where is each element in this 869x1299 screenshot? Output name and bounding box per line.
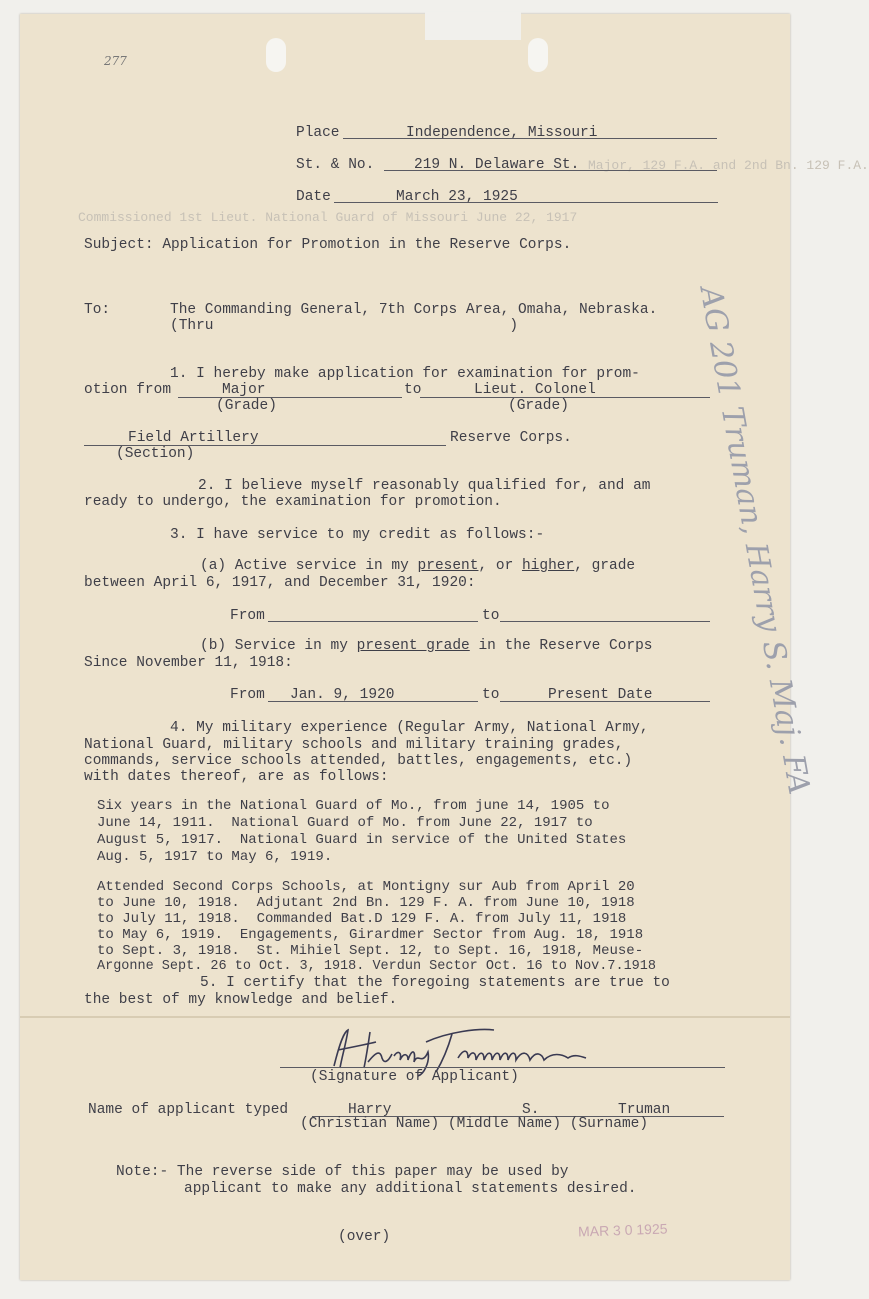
para3a-line1: (a) Active service in my present, or higher, grade [200, 558, 636, 574]
experience-block2-line6: Argonne Sept. 26 to Oct. 3, 1918. Verdun Sector Oct. 16 to Nov.7.1918 [97, 959, 656, 974]
para5-line1: 5. I certify that the foregoing statements are true to [200, 975, 670, 991]
para1-line2-start: otion from [84, 382, 172, 398]
experience-block2-line1: Attended Second Corps Schools, at Montigny sur Aub from April 20 [97, 879, 635, 895]
experience-block1-line3: August 5, 1917. National Guard in service of the United States [97, 832, 627, 848]
to-word: to [404, 382, 422, 398]
place-underline [343, 138, 717, 139]
para3b-line1: (b) Service in my present grade in the Reserve Corps [200, 638, 653, 654]
para4-line2: National Guard, military schools and military training grades, [84, 737, 624, 753]
para1-line1: 1. I hereby make application for examination for prom- [170, 366, 640, 382]
para3b-to-value: Present Date [548, 687, 653, 703]
para3b-from-label: From [230, 687, 265, 703]
paper-notch [425, 12, 521, 40]
experience-block1-line2: June 14, 1911. National Guard of Mo. from June 22, 1917 to [97, 815, 593, 831]
para3a-to-label: to [482, 608, 500, 624]
bleed-through-text-1: Major, 129 F.A. and 2nd Bn. 129 F.A. [588, 158, 869, 173]
place-value: Independence, Missouri [406, 125, 598, 141]
para3a-to-underline [500, 621, 710, 622]
from-grade-caption: (Grade) [216, 398, 277, 414]
bleed-through-text-2: Commissioned 1st Lieut. National Guard of Missouri June 22, 1917 [78, 210, 578, 225]
date-label: Date [296, 189, 331, 205]
name-captions: (Christian Name) (Middle Name) (Surname) [300, 1116, 649, 1132]
experience-block2-line4: to May 6, 1919. Engagements, Girardmer Sector from Aug. 18, 1918 [97, 927, 644, 943]
signature-underline [280, 1067, 725, 1068]
experience-block2-line2: to June 10, 1918. Adjutant 2nd Bn. 129 F. A. from June 10, 1918 [97, 895, 635, 911]
para3b-from-underline [268, 701, 478, 702]
para3b-to-underline [500, 701, 710, 702]
para2-line1: 2. I believe myself reasonably qualified for, and am [198, 478, 651, 494]
street-value: 219 N. Delaware St. [414, 157, 580, 173]
experience-block2-line3: to July 11, 1918. Commanded Bat.D 129 F. A. from July 11, 1918 [97, 911, 627, 927]
subject-line: Subject: Application for Promotion in the Reserve Corps. [84, 237, 572, 253]
experience-block1-line1: Six years in the National Guard of Mo., from june 14, 1905 to [97, 798, 610, 814]
para3b-from-value: Jan. 9, 1920 [290, 687, 395, 703]
street-label: St. & No. [296, 157, 375, 173]
para3a-line2: between April 6, 1917, and December 31, 1920: [84, 575, 476, 591]
to-grade-value: Lieut. Colonel [474, 382, 596, 398]
section-value: Field Artillery [128, 430, 259, 446]
experience-block1-line4: Aug. 5, 1917 to May 6, 1919. [97, 849, 333, 865]
signature-caption: (Signature of Applicant) [310, 1069, 519, 1085]
margin-handwritten-file-note: AG 201 Truman, Harry S. Maj. FA [692, 283, 817, 798]
surname-value: Truman [618, 1102, 671, 1118]
street-underline [384, 170, 717, 171]
christian-name-value: Harry [348, 1102, 392, 1118]
paper-fold-line [20, 1016, 790, 1018]
note-line1: Note:- The reverse side of this paper may be used by [116, 1164, 569, 1180]
punch-hole-right [528, 38, 548, 72]
para4-line4: with dates thereof, are as follows: [84, 769, 389, 785]
para3-intro: 3. I have service to my credit as follows:- [170, 527, 545, 543]
experience-block2-line5: to Sept. 3, 1918. St. Mihiel Sept. 12, to Sept. 16, 1918, Meuse- [97, 943, 644, 959]
date-underline [334, 202, 718, 203]
received-date-stamp: MAR 3 0 1925 [577, 1220, 668, 1240]
to-label: To: [84, 302, 111, 318]
para3a-from-label: From [230, 608, 265, 624]
para3a-from-underline [268, 621, 478, 622]
from-grade-value: Major [222, 382, 266, 398]
over-marker: (over) [338, 1229, 391, 1245]
thru-line: (Thru ) [170, 318, 519, 334]
section-suffix: Reserve Corps. [450, 430, 572, 446]
typed-name-label: Name of applicant typed [88, 1102, 289, 1118]
section-caption: (Section) [116, 446, 195, 462]
para3b-line2: Since November 11, 1918: [84, 655, 293, 671]
punch-hole-left [266, 38, 286, 72]
para4-line1: 4. My military experience (Regular Army, National Army, [170, 720, 649, 736]
place-label: Place [296, 125, 340, 141]
addressee-line: The Commanding General, 7th Corps Area, Omaha, Nebraska. [170, 302, 658, 318]
page-number-note: 277 [104, 54, 127, 68]
para5-line2: the best of my knowledge and belief. [84, 992, 398, 1008]
date-value: March 23, 1925 [396, 189, 518, 205]
para2-line2: ready to undergo, the examination for promotion. [84, 494, 502, 510]
middle-name-value: S. [522, 1102, 540, 1118]
note-line2: applicant to make any additional statements desired. [184, 1181, 637, 1197]
para3b-to-label: to [482, 687, 500, 703]
from-grade-underline [178, 397, 402, 398]
to-grade-caption: (Grade) [508, 398, 569, 414]
para4-line3: commands, service schools attended, battles, engagements, etc.) [84, 753, 633, 769]
